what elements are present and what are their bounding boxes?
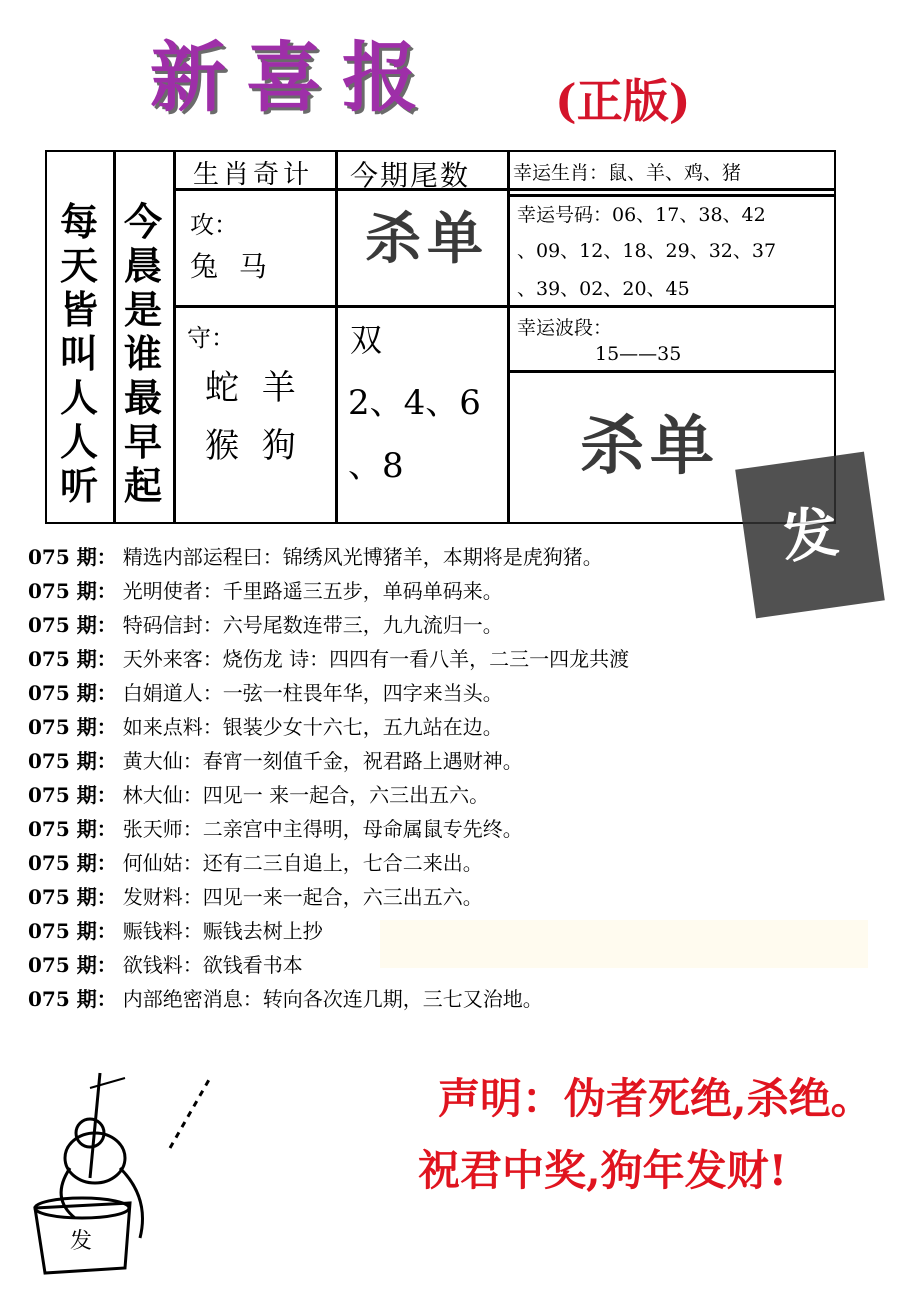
lucky-band-label: 幸运波段：	[517, 317, 613, 339]
monkey-illustration	[30, 1068, 230, 1278]
tail-even-label: 双	[350, 321, 383, 359]
defend-line-2: 猴 狗	[205, 426, 302, 466]
list-item: 075 期： 赈钱料：赈钱去树上抄	[28, 919, 323, 943]
list-item: 075 期： 欲钱料：欲钱看书本	[28, 953, 303, 977]
divider	[173, 150, 176, 522]
lucky-numbers-2: 、09、12、18、29、32、37	[517, 240, 777, 262]
divider	[507, 150, 510, 522]
list-item: 075 期： 特码信封：六号尾数连带三，九九流归一。	[28, 613, 503, 637]
tail-header: 今期尾数	[350, 159, 471, 192]
prediction-list	[28, 540, 868, 1016]
defend-line-1: 蛇 羊	[205, 368, 302, 408]
attack-values: 兔 马	[190, 250, 273, 283]
lucky-zodiac: 幸运生肖：鼠、羊、鸡、猪	[513, 162, 742, 184]
lucky-band-value: 15——35	[595, 343, 682, 365]
tail-numbers-1: 2、4、6	[348, 383, 481, 423]
tail-numbers-2: 、8	[348, 446, 404, 486]
divider	[173, 305, 507, 308]
tail-kill-single: 杀单	[365, 206, 489, 272]
blessing: 祝君中奖,狗年发财!	[418, 1146, 788, 1195]
defend-label: 守：	[187, 324, 235, 352]
divider	[507, 370, 835, 373]
info-grid	[45, 150, 835, 522]
slogan-column-1: 每天皆叫人人听	[59, 199, 98, 508]
list-item: 075 期： 光明使者：千里路遥三五步，单码单码来。	[28, 579, 503, 603]
lucky-numbers-1: 幸运号码：06、17、38、42	[517, 204, 766, 226]
list-item: 075 期： 何仙姑：还有二三自追上，七合二来出。	[28, 851, 483, 875]
list-item: 075 期： 黄大仙：春宵一刻值千金，祝君路上遇财神。	[28, 749, 523, 773]
divider	[507, 194, 835, 197]
list-item: 075 期： 林大仙：四见一 来一起合，六三出五六。	[28, 783, 490, 807]
bottom-kill-single: 杀单	[580, 409, 720, 484]
attack-label: 攻：	[190, 211, 238, 239]
page-title: 新喜报	[150, 33, 438, 122]
barrel-label: 发	[70, 1229, 93, 1254]
list-item: 075 期： 发财料：四见一来一起合，六三出五六。	[28, 885, 483, 909]
divider	[507, 305, 835, 308]
divider	[113, 150, 116, 522]
slogan-column-2: 今晨是谁最早起	[123, 199, 162, 508]
declaration: 声明：伪者死绝,杀绝。	[438, 1074, 873, 1123]
list-item: 075 期： 天外来客：烧伤龙 诗：四四有一看八羊，二三一四龙共渡	[28, 647, 630, 671]
list-item: 075 期： 白娟道人：一弦一柱畏年华，四字来当头。	[28, 681, 503, 705]
list-item: 075 期： 如来点料：银装少女十六七，五九站在边。	[28, 715, 503, 739]
list-item: 075 期： 精选内部运程曰：锦绣风光博猪羊，本期将是虎狗猪。	[28, 545, 603, 569]
zodiac-header: 生肖奇计	[193, 160, 314, 190]
list-item: 075 期： 内部绝密消息：转向各次连几期，三七又治地。	[28, 987, 543, 1011]
lucky-numbers-3: 、39、02、20、45	[517, 278, 690, 300]
edition-label: (正版)	[555, 74, 691, 128]
list-item: 075 期： 张天师：二亲宫中主得明，母命属鼠专先终。	[28, 817, 523, 841]
divider	[335, 150, 338, 522]
stamp-seal: 发	[735, 452, 885, 619]
